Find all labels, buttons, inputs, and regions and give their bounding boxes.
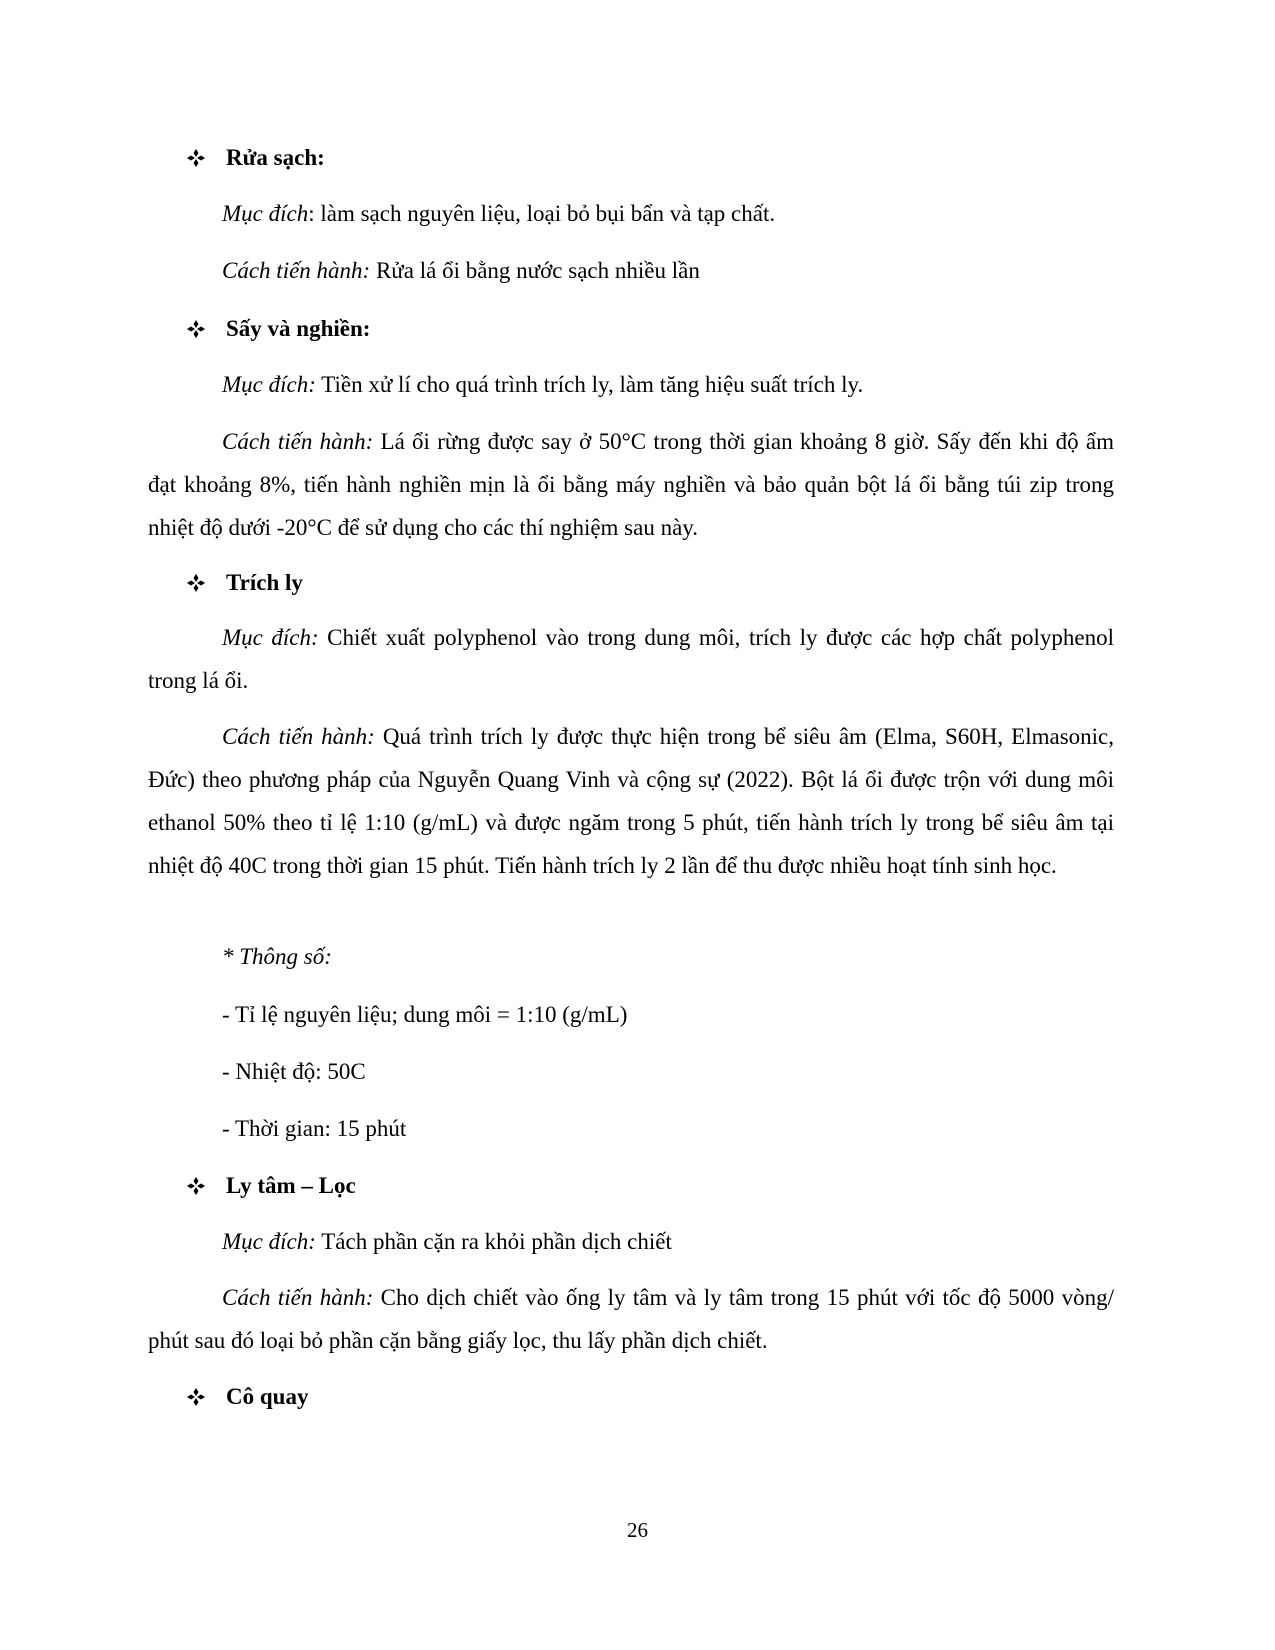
purpose-label: Mục đích: bbox=[222, 625, 319, 650]
method-label: Cách tiến hành: bbox=[222, 429, 374, 454]
param-item: - Tỉ lệ nguyên liệu; dung môi = 1:10 (g/mL) bbox=[222, 1002, 628, 1027]
method-label: Cách tiến hành: bbox=[222, 1285, 374, 1310]
purpose-paragraph bbox=[222, 1220, 1114, 1263]
heading-text: Trích ly bbox=[226, 570, 303, 595]
page-number: 26 bbox=[627, 1518, 648, 1542]
purpose-text: Tiền xử lí cho quá trình trích ly, làm tăng hiệu suất trích ly. bbox=[315, 372, 864, 397]
params-label bbox=[222, 935, 1114, 978]
purpose-paragraph bbox=[222, 363, 1114, 406]
purpose-text: : làm sạch nguyên liệu, loại bỏ bụi bẩn và tạp chất. bbox=[308, 201, 776, 226]
method-paragraph bbox=[148, 715, 1114, 887]
method-text: Cho dịch chiết vào ống ly tâm và ly tâm trong 15 phút với tốc độ 5000 vòng/ phút sau đó loại bỏ phần cặn bằng giấy lọc, thu lấy phần dịch chiết. bbox=[148, 1285, 1115, 1353]
param-item: - Nhiệt độ: 50C bbox=[222, 1059, 366, 1084]
method-label: Cách tiến hành: bbox=[222, 724, 375, 749]
params-label-text: * Thông số: bbox=[222, 944, 332, 969]
heading-text: Sấy và nghiền: bbox=[226, 316, 371, 341]
four-diamond-bullet-icon bbox=[186, 1172, 226, 1200]
method-paragraph bbox=[148, 1276, 1114, 1362]
section-heading-say-va-nghien bbox=[186, 315, 370, 343]
purpose-paragraph bbox=[148, 616, 1114, 702]
purpose-text: Chiết xuất polyphenol vào trong dung môi, trích ly được các hợp chất polyphenol trong lá ổi. bbox=[148, 625, 1114, 693]
section-heading-co-quay bbox=[186, 1383, 308, 1411]
purpose-label: Mục đích bbox=[222, 201, 309, 226]
four-diamond-bullet-icon bbox=[186, 1383, 226, 1411]
four-diamond-bullet-icon bbox=[186, 569, 226, 597]
method-paragraph bbox=[222, 249, 1114, 292]
method-text: Quá trình trích ly được thực hiện trong bể siêu âm (Elma, S60H, Elmasonic, Đức) theo phương pháp của Nguyễn Quang Vinh và cộng sự (2022). Bột lá ổi được trộn với dung môi ethanol 50% theo tỉ lệ 1:10 (g/mL) và được ngăm trong 5 phút, tiến hành trích ly trong bể siêu âm tại nhiệt độ 40C trong thời gian 15 phút. Tiến hành trích ly 2 lần để thu được nhiều hoạt tính sinh học. bbox=[148, 724, 1114, 878]
heading-text: Rửa sạch: bbox=[226, 145, 325, 170]
four-diamond-bullet-icon bbox=[186, 144, 226, 172]
method-text: Rửa lá ổi bằng nước sạch nhiều lần bbox=[370, 258, 700, 283]
section-heading-ly-tam-loc bbox=[186, 1172, 356, 1200]
purpose-label: Mục đích: bbox=[222, 372, 316, 397]
param-item: - Thời gian: 15 phút bbox=[222, 1116, 407, 1141]
method-text: Lá ổi rừng được say ở 50°C trong thời gian khoảng 8 giờ. Sấy đến khi độ ẩm đạt khoảng 8%, tiến hành nghiền mịn là ổi bằng máy nghiền và bảo quản bột lá ổi bằng túi zip trong nhiệt độ dưới -20°C để sử dụng cho các thí nghiệm sau này. bbox=[148, 429, 1114, 540]
heading-text: Cô quay bbox=[226, 1384, 309, 1409]
section-heading-rua-sach bbox=[186, 144, 325, 172]
purpose-label: Mục đích: bbox=[222, 1229, 316, 1254]
method-paragraph bbox=[148, 420, 1114, 549]
heading-text: Ly tâm – Lọc bbox=[226, 1173, 356, 1198]
section-heading-trich-ly bbox=[186, 569, 303, 597]
purpose-text: Tách phần cặn ra khỏi phần dịch chiết bbox=[315, 1229, 672, 1254]
method-label: Cách tiến hành: bbox=[222, 258, 371, 283]
purpose-paragraph bbox=[222, 192, 1114, 235]
four-diamond-bullet-icon bbox=[186, 315, 226, 343]
